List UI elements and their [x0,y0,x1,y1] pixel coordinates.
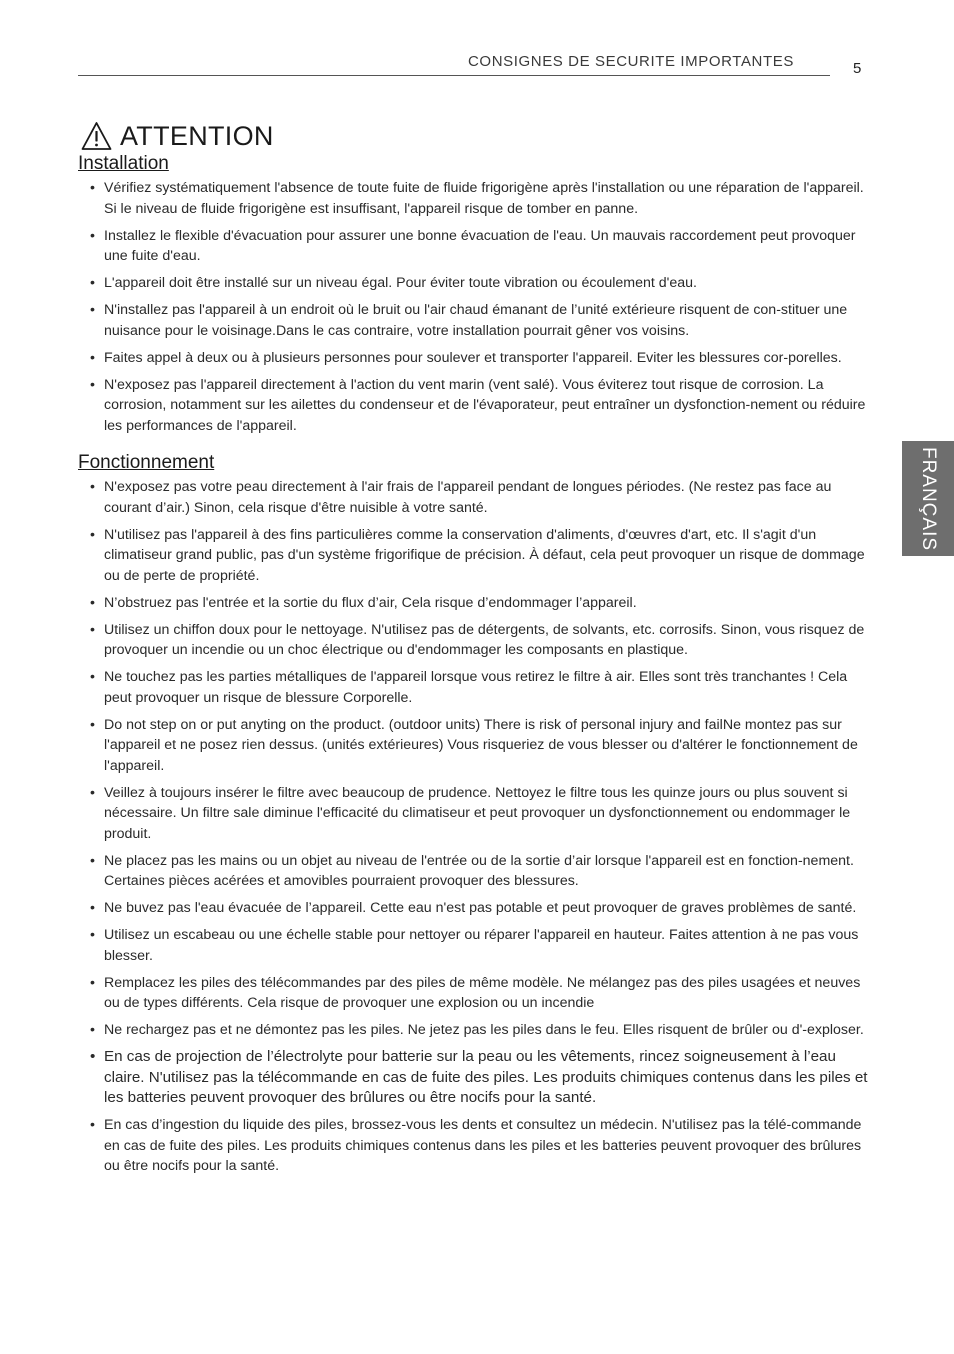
section-fonctionnement [78,451,868,1177]
list-item: • N'installez pas l'appareil à un endroit où le bruit ou l'air chaud émanant de l’unité extérieure risquent de con-stituer une nuisance pour le voisinage.Dans le cas contraire, votre installation pourrait gêner vos voisins. [78,300,868,341]
list-item: • Ne placez pas les mains ou un objet au niveau de l'entrée ou de la sortie d’air lorsque l'appareil est en fonction-nement. Certaines pièces acérées et amovibles pourraient provoquer des blessures. [78,851,868,892]
list-item: • Ne buvez pas l'eau évacuée de l’appareil. Cette eau n'est pas potable et peut provoquer de graves problèmes de santé. [78,898,868,919]
list-item: • En cas de projection de l’électrolyte pour batterie sur la peau ou les vêtements, rincez soigneusement à l’eau claire. N'utilisez pas la télécommande en cas de fuite des piles. Les produits chimiques contenus dans les piles et les batteries peuvent provoquer des brûlures ou être nocifs pour la santé. [78,1047,868,1109]
fonctionnement-list [78,477,868,1177]
list-item: • Veillez à toujours insérer le filtre avec beaucoup de prudence. Nettoyez le filtre tous les quinze jours ou plus souvent si nécessaire. Un filtre sale diminue l'efficacité du climatiseur et peut provoquer un dysfonctionnement ou endommager le produit. [78,783,868,845]
list-item: • N'utilisez pas l'appareil à des fins particulières comme la conservation d'aliments, d'œuvres d'art, etc. Il s'agit d'un climatiseur grand public, pas d'un système frigorifique de précision. À défaut, cela peut provoquer un risque de dommage ou de perte de propriété. [78,525,868,587]
list-item: • Remplacez les piles des télécommandes par des piles de même modèle. Ne mélangez pas des piles usagées et neuves ou de types différents. Cela risque de provoquer une explosion ou un incendie [78,973,868,1014]
section-title-fonctionnement: Fonctionnement [78,452,215,473]
warning-triangle-icon [81,121,112,151]
list-item: • En cas d’ingestion du liquide des piles, brossez-vous les dents et consultez un médecin. N'utilisez pas la télé-commande en cas de fuite des piles. Les produits chimiques contenus dans les piles et les batteries peuvent provoquer des brûlures ou être nocifs pour la santé. [78,1115,868,1177]
list-item: • Ne rechargez pas et ne démontez pas les piles. Ne jetez pas les piles dans le feu. Elles risquent de brûler ou d'-exploser. [78,1020,868,1041]
list-item: • L'appareil doit être installé sur un niveau égal. Pour éviter toute vibration ou écoulement d'eau. [78,273,868,294]
section-title-installation: Installation [78,153,169,174]
page-number: 5 [853,60,862,77]
list-item: • Ne touchez pas les parties métalliques de l'appareil lorsque vous retirez le filtre à air. Elles sont très tranchantes ! Cela peut provoquer un risque de blessure Corporelle. [78,667,868,708]
language-tab [902,441,954,556]
list-item: • Installez le flexible d'évacuation pour assurer une bonne évacuation de l'eau. Un mauvais raccordement peut provoquer une fuite d'eau. [78,226,868,267]
list-item: • N'exposez pas l'appareil directement à l'action du vent marin (vent salé). Vous éviterez tout risque de corrosion. La corrosion, notamment sur les ailettes du condenseur et de l'évaporateur, peut entraîner un dysfonction-nement ou réduire les performances de l'appareil. [78,375,868,437]
list-item: • Faites appel à deux ou à plusieurs personnes pour soulever et transporter l'appareil. Eviter les blessures cor-porelles. [78,348,868,369]
list-item: • N'exposez pas votre peau directement à l'air frais de l'appareil pendant de longues périodes. (Ne restez pas face au courant d’air.) Sinon, cela risque d'être nuisible à votre santé. [78,477,868,518]
list-item: • Do not step on or put anyting on the product. (outdoor units) There is risk of personal injury and failNe montez pas sur l'appareil et ne posez rien dessus. (unités extérieures) Vous risqueriez de vous blesser ou d'altérer le fonctionnement de l'appareil. [78,715,868,777]
list-item: • Vérifiez systématiquement l'absence de toute fuite de fluide frigorigène après l'installation ou une réparation de l'appareil. Si le niveau de fluide frigorigène est insuffisant, l'appareil risque de tomber en panne. [78,178,868,219]
header-title: CONSIGNES DE SECURITE IMPORTANTES [468,53,794,70]
attention-heading [81,118,274,154]
header-divider [78,75,830,76]
section-installation [78,152,868,436]
attention-label: ATTENTION [120,120,274,151]
list-item: • Utilisez un escabeau ou une échelle stable pour nettoyer ou réparer l'appareil en hauteur. Faites attention à ne pas vous blesser. [78,925,868,966]
list-item: • Utilisez un chiffon doux pour le nettoyage. N'utilisez pas de détergents, de solvants, etc. corrosifs. Sinon, vous risquez de provoquer un incendie ou un choc électrique ou d'endommager les composants en plastique. [78,620,868,661]
safety-content [78,152,868,1183]
language-tab-label: FRANÇAIS [918,446,939,551]
installation-list [78,178,868,436]
list-item: • N’obstruez pas l'entrée et la sortie du flux d’air, Cela risque d’endommager l’appareil. [78,593,868,614]
